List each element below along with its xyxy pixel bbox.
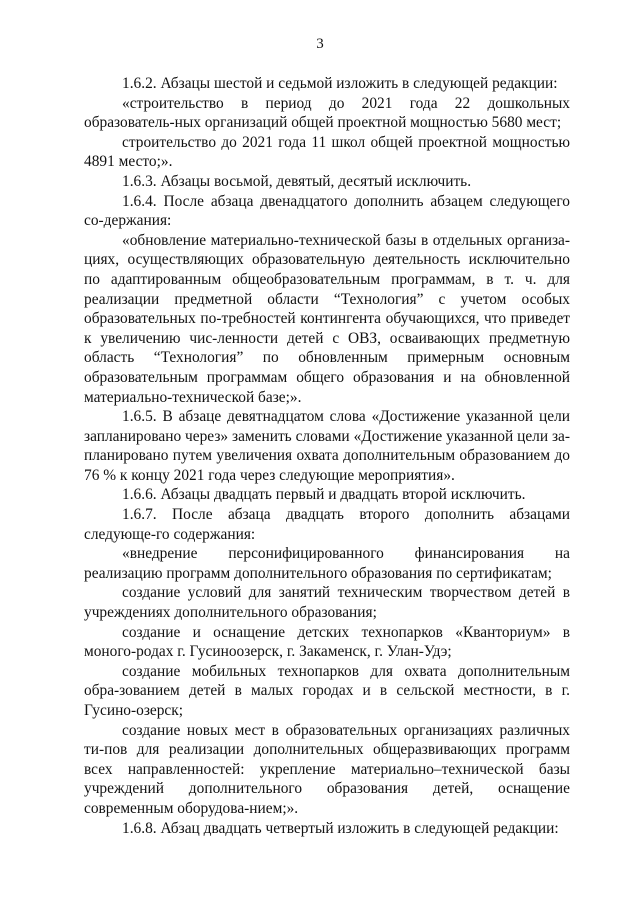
paragraph-1-6-4: 1.6.4. После абзаца двенадцатого дополнить абзацем следующего со-держания: (84, 192, 570, 230)
paragraph-1-6-5: 1.6.5. В абзаце девятнадцатом слова «Достижение указанной цели запланировано через» заменить словами «Достижение указанной цели за-планировано путем увеличения охвата дополнительным образованием до 76 % к концу 2021 года через следующие мероприятия». (84, 408, 570, 484)
paragraph-1-6-7: 1.6.7. После абзаца двадцать второго дополнить абзацами следующе-го содержания: (84, 506, 570, 543)
paragraph-1-6-2: 1.6.2. Абзацы шестой и седьмой изложить в следующей редакции: (122, 75, 558, 92)
page-number: 3 (316, 36, 324, 52)
paragraph-material-base: «обновление материально-технической базы в отдельных организа-циях, осуществляющих образовательную деятельность исключительно по адаптированным общеобразовательным программам, в т. ч. для реализации предметной области “Технология” с учетом особых образовательных по-требностей контингента обучающихся, что приведет к увеличению чис-ленности детей с ОВЗ, осваивающих предметную область “Технология” по обновленным примерным основным образовательным программам общего образования и на обновленной материально-технической базе;». (84, 231, 570, 406)
paragraph-1-6-6: 1.6.6. Абзацы двадцать первый и двадцать второй исключить. (122, 486, 526, 504)
paragraph-personified-funding: «внедрение персонифицированного финансирования на реализацию программ дополнительного образования по сертификатам; (84, 545, 570, 582)
paragraph-technical-creativity: создание условий для занятий техническим творчеством детей в учреждениях дополнительного образования; (84, 584, 570, 622)
paragraph-1-6-8: 1.6.8. Абзац двадцать четвертый изложить в следующей редакции: (122, 819, 559, 837)
paragraph-new-places: создание новых мест в образовательных организациях различных ти-пов для реализации дополнительных общеразвивающих программ всех направленностей: укрепление материально–технической базы учреждений дополнительного образования детей, оснащение современным оборудова-нием;». (84, 721, 570, 817)
paragraph-schools: строительство до 2021 года 11 школ общей проектной мощностью 4891 место;». (84, 133, 570, 171)
paragraph-mobile-technoparks: создание мобильных технопарков для охвата дополнительным обра-зованием детей в малых городах и в сельской местности, в г. Гусино-озерск; (84, 662, 570, 719)
paragraph-kvantorium: создание и оснащение детских технопарков «Кванториум» в моного-родах г. Гусиноозерск, г. Закаменск, г. Улан-Удэ; (84, 623, 570, 661)
document-body (84, 74, 570, 838)
paragraph-quote-kindergartens: «строительство в период до 2021 года 22 дошкольных образователь-ных организаций общей проектной мощностью 5680 мест; (84, 94, 570, 132)
paragraph-1-6-3: 1.6.3. Абзацы восьмой, девятый, десятый исключить. (122, 172, 472, 190)
